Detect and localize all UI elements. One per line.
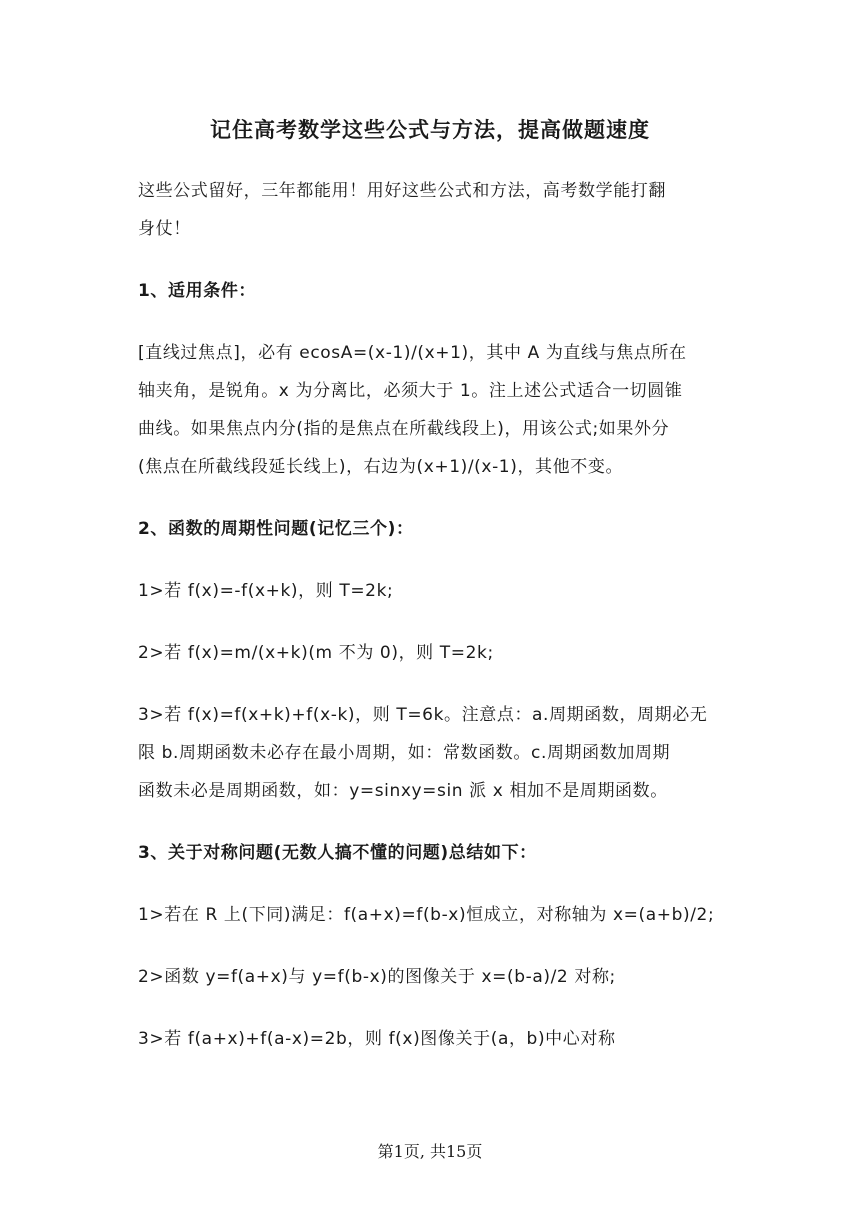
section3-heading: 3、关于对称问题(无数人搞不懂的问题)总结如下： [138,843,537,863]
intro-line: 这些公式留好，三年都能用！用好这些公式和方法，高考数学能打翻 [138,181,666,201]
document-title: 记住高考数学这些公式与方法，提高做题速度 [210,118,650,142]
section1-heading: 1、适用条件： [138,281,257,301]
section2-item3 [138,696,728,810]
section2-item3-line: 3>若 f(x)=f(x+k)+f(x-k)，则 T=6k。注意点：a.周期函数，周期必无 [138,705,708,725]
section3-item1-text: 1>若在 R 上(下同)满足：f(a+x)=f(b-x)恒成立，对称轴为 x=(a+b)/2; [138,905,715,925]
section1-paragraph [138,334,728,486]
section1-line: 曲线。如果焦点内分(指的是焦点在所截线段上)，用该公式;如果外分 [138,419,670,439]
section2-item2-text: 2>若 f(x)=m/(x+k)(m 不为 0)，则 T=2k; [138,643,494,663]
section2-heading: 2、函数的周期性问题(记忆三个)： [138,519,414,539]
section1-line: [直线过焦点]，必有 ecosA=(x-1)/(x+1)，其中 A 为直线与焦点所在 [138,343,687,363]
intro-paragraph [138,172,728,248]
section3-item3-text: 3>若 f(a+x)+f(a-x)=2b，则 f(x)图像关于(a，b)中心对称 [138,1029,616,1049]
section2-item1-text: 1>若 f(x)=-f(x+k)，则 T=2k; [138,581,394,601]
section3-item1 [138,896,728,934]
intro-line: 身仗！ [138,219,191,239]
section2-item2 [138,634,728,672]
section1-line: 轴夹角，是锐角。x 为分离比，必须大于 1。注上述公式适合一切圆锥 [138,381,683,401]
section2-item3-line: 函数未必是周期函数，如：y=sinxy=sin 派 x 相加不是周期函数。 [138,781,668,801]
section1-line: (焦点在所截线段延长线上)，右边为(x+1)/(x-1)，其他不变。 [138,457,624,477]
section3-item3 [138,1020,728,1058]
section2-item1 [138,572,728,610]
section3-item2-text: 2>函数 y=f(a+x)与 y=f(b-x)的图像关于 x=(b-a)/2 对称; [138,967,616,987]
document-body [138,172,728,1082]
section3-item2 [138,958,728,996]
page-footer: 第1页, 共15页 [377,1142,483,1161]
section2-item3-line: 限 b.周期函数未必存在最小周期，如：常数函数。c.周期函数加周期 [138,743,671,763]
